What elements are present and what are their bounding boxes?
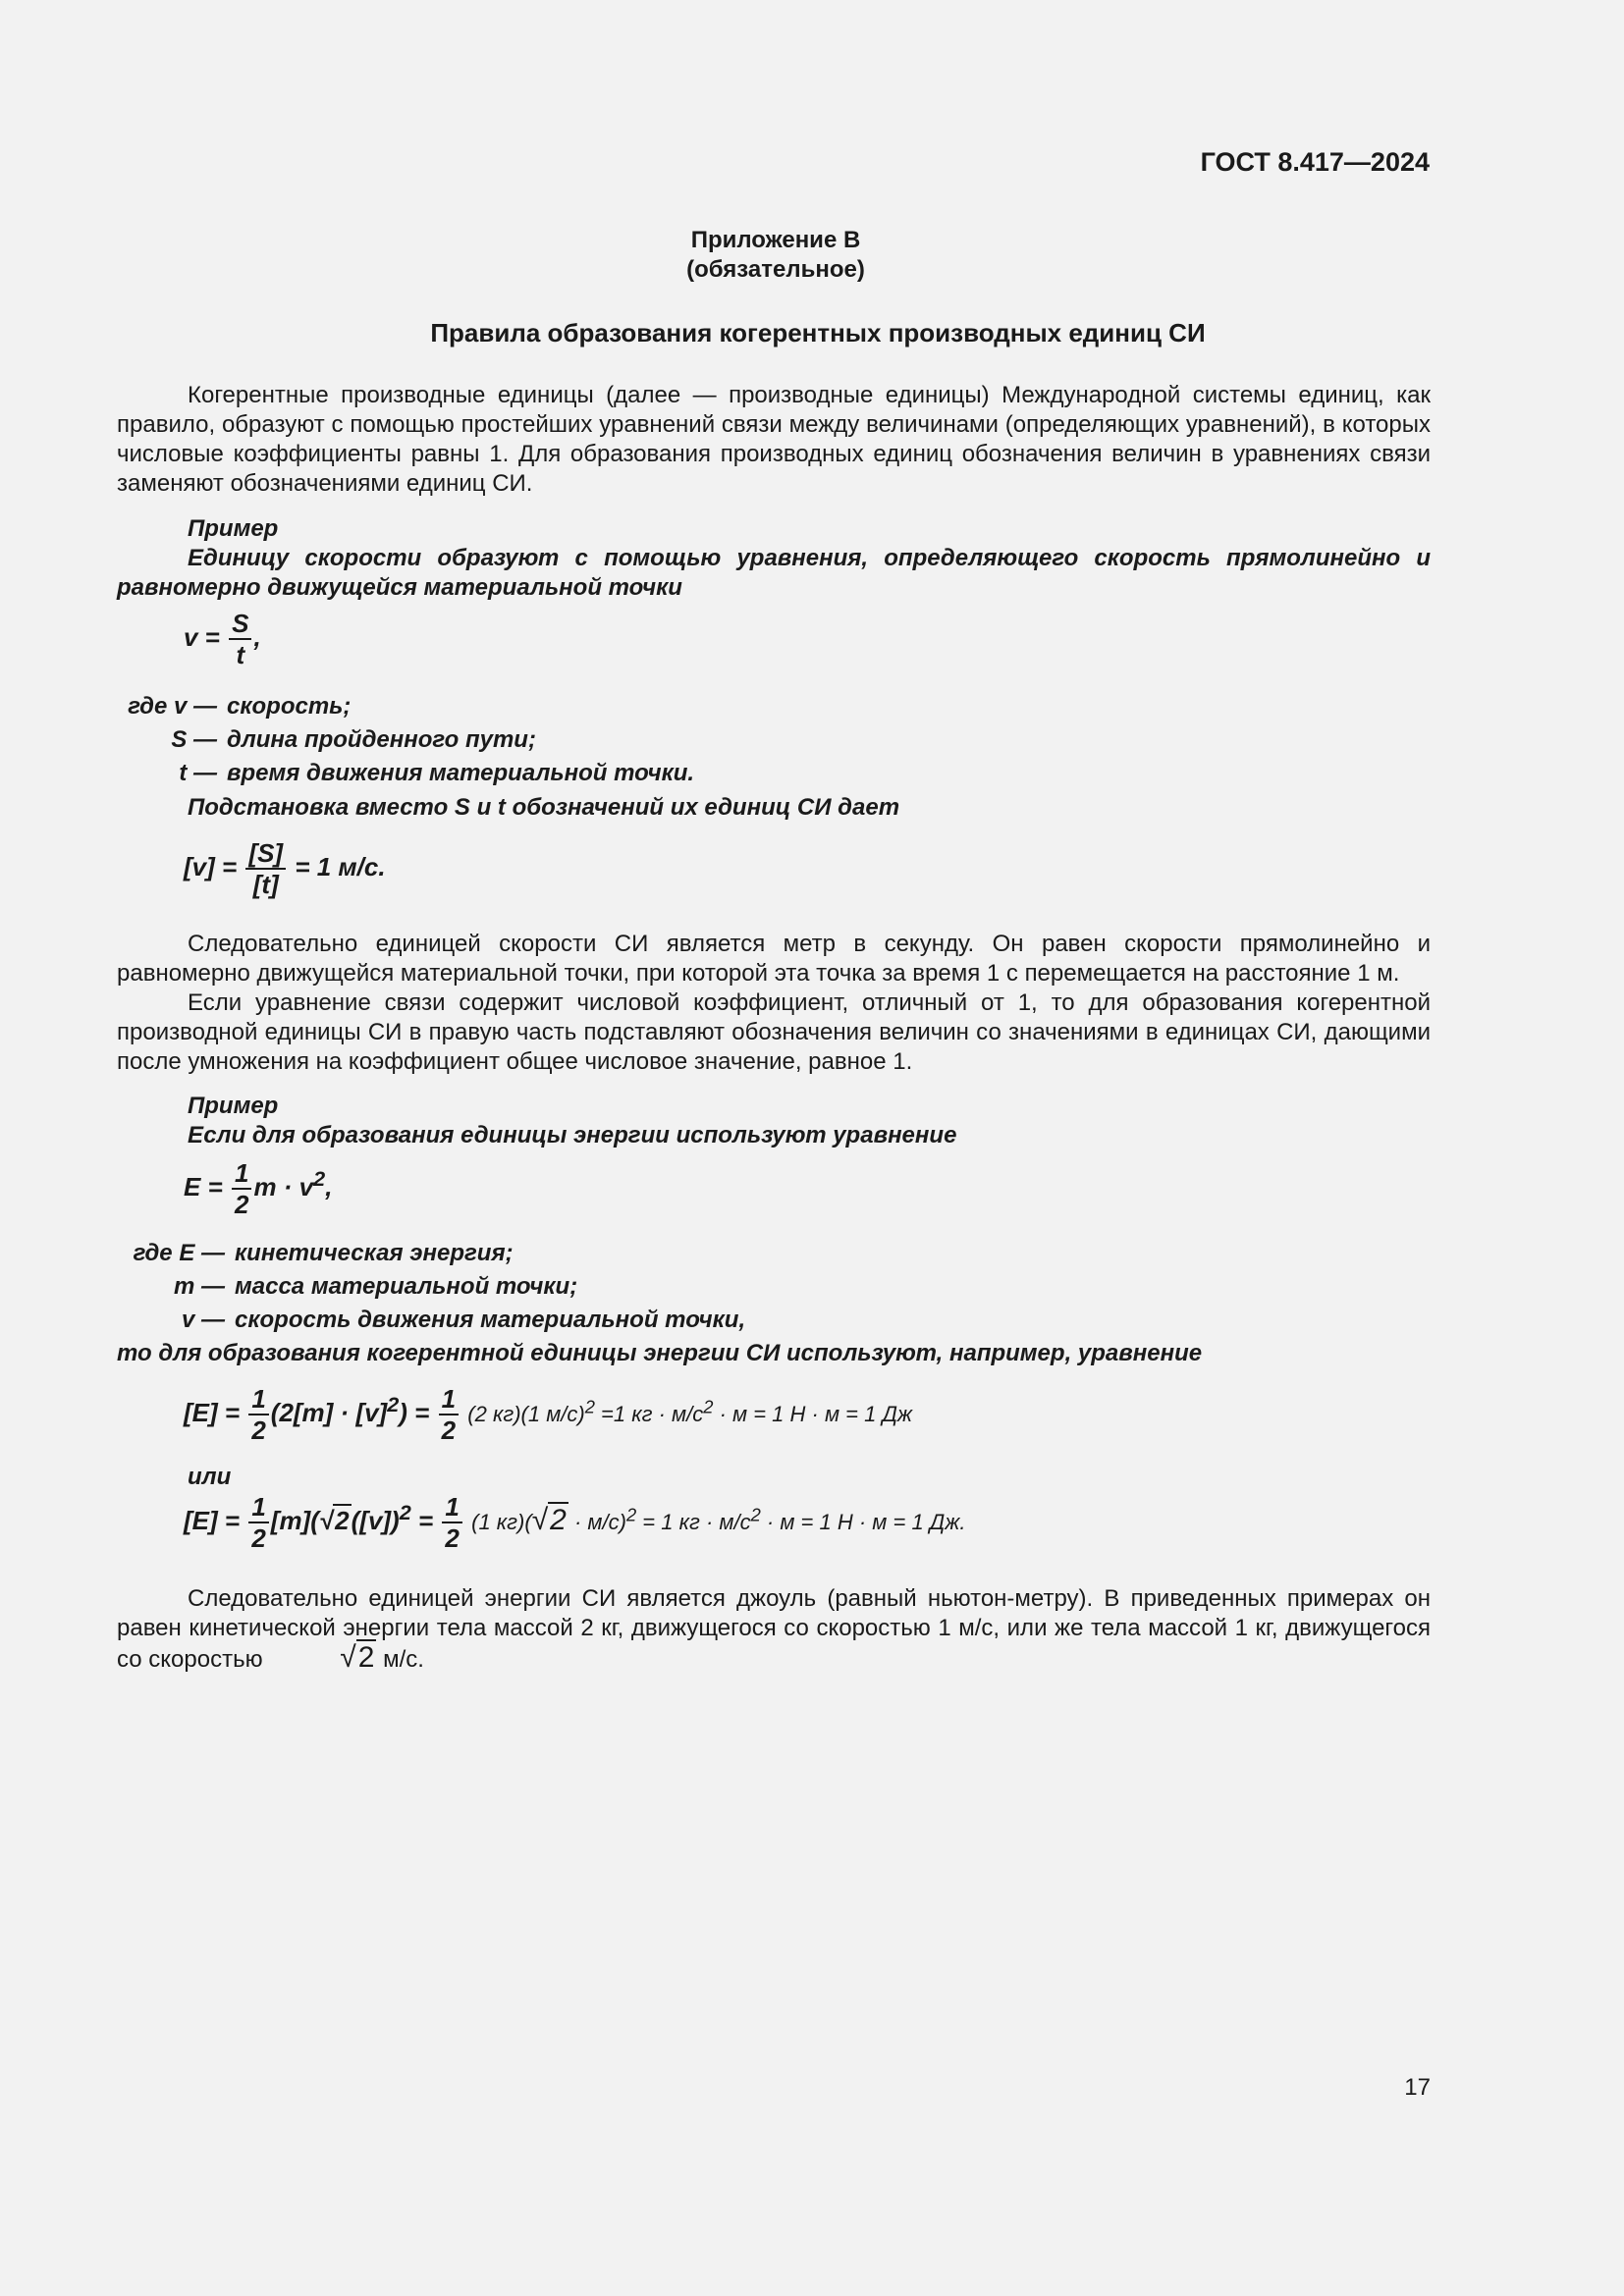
- intro-paragraph: Когерентные производные единицы (далее — производные единицы) Международной системы единиц, как правило, образуют с помощью простейших уравнений связи между величинами (определяющих уравнений), в которых числовые коэффициенты равны 1. Для образования производных единиц обозначения величин в уравнениях связи заменяют обозначениями единиц СИ.: [117, 382, 1431, 497]
- formula-energy: E = $\frac{1}{2}$ $m \cdot v^2$,: [184, 1158, 333, 1219]
- sqrt-symbol: √2: [318, 1505, 350, 1535]
- example2-definitions: [117, 1239, 745, 1335]
- definition-row: где E — кинетическая энергия;: [133, 1240, 514, 1266]
- appendix-label: Приложение В: [690, 227, 861, 253]
- substitution-text: Подстановка вместо S и t обозначений их единиц СИ дает: [188, 794, 900, 821]
- final-paragraph: Следовательно единицей энергии СИ является джоуль (равный ньютон-метру). В приведенных примерах он равен кинетической энергии тела массой 2 кг, движущегося со скоростью 1 м/с, или же тела массой 1 кг, движущегося со скоростью √2 м/с.: [117, 1585, 1431, 1674]
- definition-row: t — время движения материальной точки.: [179, 760, 695, 786]
- section-title: Правила образования когерентных производных единиц СИ: [430, 318, 1206, 347]
- example1-label: Пример: [188, 515, 279, 542]
- paragraph-coefficient: Если уравнение связи содержит числовой коэффициент, отличный от 1, то для образования когерентной производной единицы СИ в правую часть подставляют обозначения величин со значениями в единицах СИ, дающими после умножения на коэффициент общее числовое значение, равное 1.: [117, 989, 1431, 1075]
- definition-row: m — масса материальной точки;: [173, 1273, 578, 1300]
- sqrt-symbol: √2: [531, 1503, 567, 1536]
- appendix-status: (обязательное): [686, 256, 865, 283]
- example1-text: Единицу скорости образуют с помощью уравнения, определяющего скорость прямолинейно и равномерно движущейся материальной точки: [117, 545, 1431, 601]
- page-number: 17: [1404, 2074, 1431, 2101]
- formula-velocity-units: [v] = $\frac{[S]}{[t]}$ = 1 м/с.: [184, 838, 386, 899]
- conclusion-text: то для образования когерентной единицы энергии СИ используют, например, уравнение: [117, 1340, 1203, 1366]
- document-number: ГОСТ 8.417—2024: [1200, 147, 1430, 177]
- example1-definitions: [117, 692, 694, 788]
- example1-block: [117, 514, 1431, 603]
- formula-energy-units-2: [E] = $\frac{1}{2}$ $[m](√2([v])^2$ = $\frac{1}{2}$ (1 $кг)(√2 \cdot м/с)^2 = 1$ кг · $м/с^2 \cdot м = 1$ Н · м = 1 Дж.: [184, 1492, 966, 1553]
- paragraph-velocity-unit: Следовательно единицей скорости СИ является метр в секунду. Он равен скорости прямолинейно и равномерно движущейся материальной точки, при которой эта точка за время 1 с перемещается на расстояние 1 м. Если уравнение связи содержит числовой коэффициент, отличный от 1, то для образования когерентной производной единицы СИ в правую часть подставляют обозначения величин со значениями в единицах СИ, дающими после умножения на коэффициент общее числовое значение, равное 1.: [117, 931, 1431, 1075]
- example2-text: Если для образования единицы энергии используют уравнение: [188, 1122, 957, 1148]
- definition-row: где v — скорость;: [128, 693, 352, 720]
- definition-row: S — длина пройденного пути;: [171, 726, 536, 753]
- sqrt-symbol: √2: [340, 1641, 375, 1674]
- formula-velocity: v = $\frac{S}{t}$ ,: [184, 609, 261, 669]
- example2-label: Пример: [188, 1093, 279, 1119]
- definition-row: v — скорость движения материальной точки,: [181, 1307, 746, 1333]
- example2-block: [117, 1092, 1431, 1150]
- formula-energy-units-1: [E] = $\frac{1}{2}$ $(2[m] \cdot [v]^2)$ = $\frac{1}{2}$ (2 кг)(1 м/с)$^2$ =1 кг · $м/с^2 \cdot м = 1$ Н · м = 1 Дж: [184, 1384, 913, 1445]
- or-text: или: [188, 1464, 232, 1490]
